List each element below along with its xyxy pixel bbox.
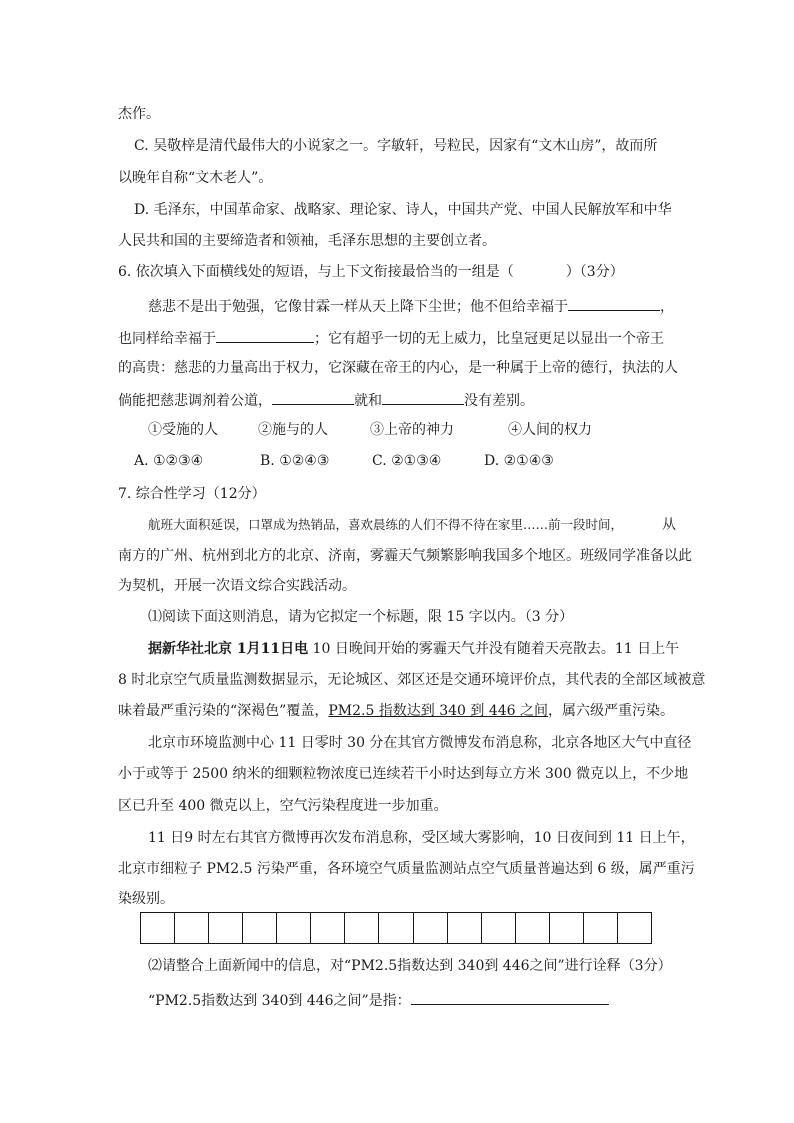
- q5-option-c-line2: 以晚年自称“文木老人”。: [118, 170, 273, 186]
- q5-option-d-line1: D. 毛泽东，中国革命家、战略家、理论家、诗人，中国共产党、中国人民解放军和中华: [134, 202, 672, 218]
- q6-passage-line2: [118, 326, 676, 346]
- answer-cell[interactable]: [277, 913, 311, 943]
- news-line1: [148, 639, 680, 659]
- answer-cell[interactable]: [379, 913, 413, 943]
- q6-passage-line4: [118, 388, 676, 408]
- news-text: 味着最严重污染的“深褐色”覆盖，: [118, 703, 329, 719]
- q6-passage-text: 倘能把慈悲调剂着公道，: [118, 393, 272, 409]
- q6-option-d[interactable]: D. ②①④③: [484, 453, 554, 469]
- news-line2: 8 时北京空气质量监测数据显示，无论城区、郊区还是交通环境评价点，其代表的全部区域被意: [118, 672, 706, 688]
- news-line7: 11 日9 时左右其官方微博再次发布消息称，受区域大雾影响，10 日夜间到 11 日上午，: [148, 830, 695, 846]
- q5-option-c-line1: C. 吴敬梓是清代最伟大的小说家之一。字敏轩，号粒民，因家有“文木山房”，故而所: [134, 138, 658, 154]
- q6-stem: [118, 262, 676, 282]
- q7-intro-text: 从: [662, 517, 676, 533]
- answer-cell[interactable]: [141, 913, 175, 943]
- q7-answer-prompt: “PM2.5指数达到 340到 446之间”是指：: [148, 993, 411, 1009]
- q7-intro-line2: 南方的广州、杭州到北方的北京、济南，雾霾天气频繁影响我国多个地区。班级同学准备以此: [118, 548, 692, 564]
- answer-cell[interactable]: [516, 913, 550, 943]
- news-line3: [118, 701, 676, 721]
- answer-cell[interactable]: [209, 913, 243, 943]
- news-line9: 染级别。: [118, 891, 174, 907]
- q7-intro-line1: [148, 515, 676, 535]
- q6-items-row: [148, 420, 676, 440]
- news-underlined-phrase: PM2.5 指数达到 340 到 446 之间: [328, 703, 549, 719]
- q6-blank-4[interactable]: [382, 388, 464, 405]
- q6-item: ①受施的人: [148, 422, 218, 438]
- q6-item: ②施与的人: [258, 422, 328, 438]
- q7-subquestion-2: ⑵请整合上面新闻中的信息，对“PM2.5指数达到 340到 446之间”进行诠释（3分）: [148, 958, 672, 974]
- news-line5: 小于或等于 2500 纳米的细颗粒物浓度已连续若干小时达到每立方米 300 微克以上，不少地: [118, 766, 689, 782]
- q6-passage-text: 没有差别。: [464, 393, 534, 409]
- q6-blank-2[interactable]: [216, 326, 314, 343]
- news-dateline: 据新华社北京 1月11日电: [148, 641, 309, 657]
- q6-item: ④人间的权力: [508, 422, 592, 438]
- q6-blank-3[interactable]: [272, 388, 354, 405]
- q7-title: 7. 综合性学习（12分）: [118, 486, 266, 502]
- q6-option-c[interactable]: C. ②①③④: [372, 453, 442, 469]
- q6-passage-text: ，: [660, 299, 674, 315]
- news-line8: 北京市细粒子 PM2.5 污染严重，各环境空气质量监测站点空气质量普遍达到 6 级，属严重污: [118, 861, 695, 877]
- title-answer-grid: [140, 912, 652, 944]
- q6-passage-text: ；它有超乎一切的无上威力，比皇冠更足以显出一个帝王: [314, 331, 664, 347]
- q7-subquestion-1: ⑴阅读下面这则消息，请为它拟定一个标题，限 15 字以内。（3 分）: [148, 609, 574, 625]
- answer-cell[interactable]: [448, 913, 482, 943]
- q6-options-row: [134, 451, 676, 471]
- q7-answer-line: [148, 988, 676, 1008]
- answer-cell[interactable]: [175, 913, 209, 943]
- q6-passage-text: 就和: [354, 393, 382, 409]
- q7-answer-blank[interactable]: [411, 988, 609, 1005]
- q5-tail: 杰作。: [118, 106, 160, 122]
- news-text: ，属六级严重污染。: [548, 703, 675, 719]
- answer-cell[interactable]: [414, 913, 448, 943]
- q6-passage-text: 慈悲不是出于勉强，它像甘霖一样从天上降下尘世；他不但给幸福于: [148, 299, 568, 315]
- q6-score: ）（3分）: [565, 264, 624, 280]
- q7-intro-text: 航班大面积延误，口罩成为热销品，喜欢晨练的人们不得不待在家里……前一段时间，: [148, 517, 624, 532]
- q6-blank-1[interactable]: [568, 294, 660, 311]
- answer-cell[interactable]: [345, 913, 379, 943]
- answer-cell[interactable]: [243, 913, 277, 943]
- answer-cell[interactable]: [311, 913, 345, 943]
- q6-option-a[interactable]: A. ①②③④: [134, 453, 204, 469]
- q6-option-b[interactable]: B. ①②④③: [260, 453, 330, 469]
- q7-intro-line3: 为契机，开展一次语文综合实践活动。: [118, 578, 356, 594]
- q6-passage-line3: 的高贵：慈悲的力量高出于权力，它深藏在帝王的内心，是一种属于上帝的德行，执法的人: [118, 360, 678, 376]
- answer-cell[interactable]: [482, 913, 516, 943]
- q6-item: ③上帝的神力: [370, 422, 454, 438]
- news-line6: 区已升至 400 微克以上，空气污染程度进一步加重。: [118, 798, 448, 814]
- news-line4: 北京市环境监测中心 11 日零时 30 分在其官方微博发布消息称，北京各地区大气中直径: [148, 735, 692, 751]
- q6-passage-text: 也同样给幸福于: [118, 331, 216, 347]
- q6-passage-line1: [148, 294, 676, 314]
- news-text: 10 日晚间开始的雾霾天气并没有随着天亮散去。11 日上午: [308, 641, 680, 657]
- q6-stem-text: 6. 依次填入下面横线处的短语，与上下文衔接最恰当的一组是（: [118, 264, 514, 280]
- answer-cell[interactable]: [550, 913, 584, 943]
- q5-option-d-line2: 人民共和国的主要缔造者和领袖，毛泽东思想的主要创立者。: [118, 233, 496, 249]
- answer-cell[interactable]: [584, 913, 618, 943]
- answer-cell[interactable]: [618, 913, 651, 943]
